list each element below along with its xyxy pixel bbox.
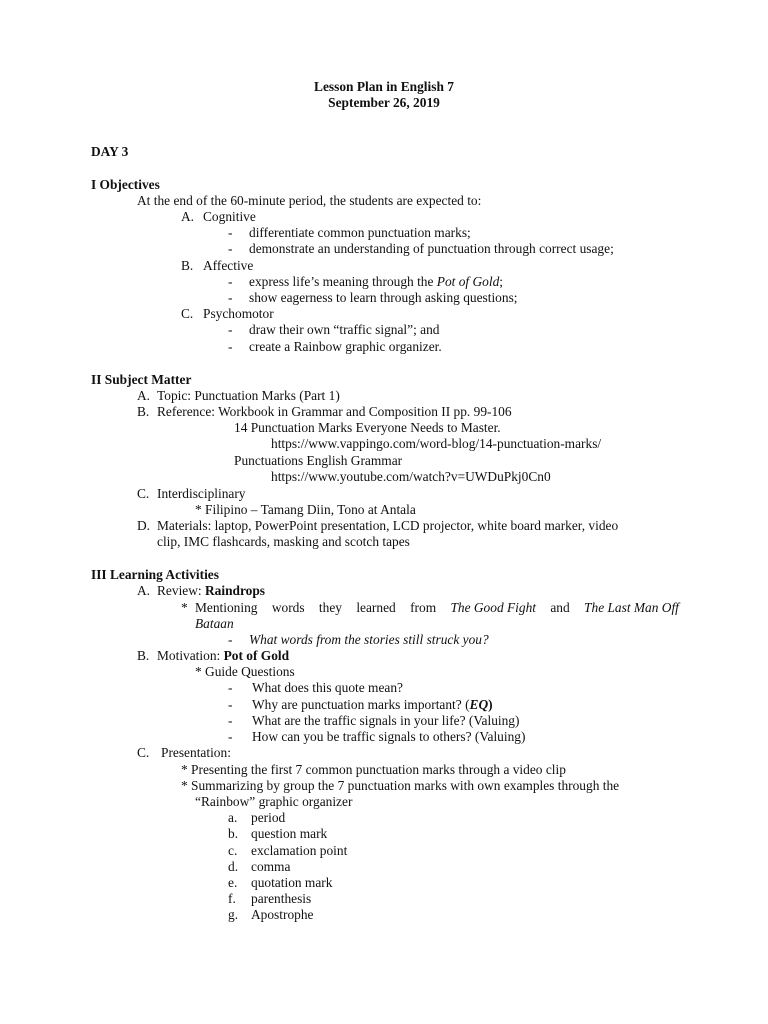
activity-a-marker: A.: [137, 583, 151, 598]
activity-c-marker: C.: [137, 745, 150, 760]
list-item: question mark: [251, 826, 328, 841]
objective-c-label: Psychomotor: [203, 306, 274, 321]
subject-materials-line-2: clip, IMC flashcards, masking and scotch tapes: [157, 534, 410, 549]
subject-topic: Topic: Punctuation Marks (Part 1): [157, 388, 340, 403]
presentation-item-2: * Summarizing by group the 7 punctuation marks with own examples through the: [181, 778, 620, 793]
subject-b-marker: B.: [137, 404, 150, 419]
activity-review-line-1: Mentioning words they learned from The Good Fight and The Last Man Off: [195, 600, 679, 615]
reference-1-title: 14 Punctuation Marks Everyone Needs to Master.: [234, 420, 501, 435]
subject-heading: II Subject Matter: [91, 372, 192, 387]
bullet-dash: -: [228, 274, 233, 289]
bullet-dash: -: [228, 322, 233, 337]
activity-review-question: What words from the stories still struck you?: [249, 632, 489, 647]
document-title: Lesson Plan in English 7: [314, 79, 454, 94]
subject-materials-line-1: Materials: laptop, PowerPoint presentation, LCD projector, white board marker, video: [157, 518, 619, 533]
subject-d-marker: D.: [137, 518, 151, 533]
reference-2-url[interactable]: https://www.youtube.com/watch?v=UWDuPkj0Cn0: [271, 469, 551, 484]
list-item: parenthesis: [251, 891, 312, 906]
activity-presentation: Presentation:: [161, 745, 231, 760]
objective-c-item-2: create a Rainbow graphic organizer.: [249, 339, 442, 354]
reference-1-url[interactable]: https://www.vappingo.com/word-blog/14-punctuation-marks/: [271, 436, 602, 451]
guide-question-4: How can you be traffic signals to others? (Valuing): [252, 729, 526, 744]
objective-c-marker: C.: [181, 306, 194, 321]
guide-question-1: What does this quote mean?: [252, 680, 403, 695]
subject-reference: Reference: Workbook in Grammar and Composition II pp. 99-106: [157, 404, 512, 419]
guide-question-2: Why are punctuation marks important? (EQ): [252, 697, 493, 712]
objective-a-label: Cognitive: [203, 209, 256, 224]
guide-question-3: What are the traffic signals in your life? (Valuing): [252, 713, 520, 728]
objectives-heading: I Objectives: [91, 177, 160, 192]
list-item-marker: e.: [228, 875, 238, 890]
bullet-dash: -: [228, 225, 233, 240]
objective-b-marker: B.: [181, 258, 194, 273]
list-item-marker: c.: [228, 843, 238, 858]
activities-heading: III Learning Activities: [91, 567, 219, 582]
list-item: Apostrophe: [251, 907, 314, 922]
bullet-dash: -: [228, 697, 233, 712]
guide-questions-label: * Guide Questions: [195, 664, 295, 679]
bullet-dash: -: [228, 680, 233, 695]
bullet-dash: -: [228, 339, 233, 354]
presentation-item-2-cont: “Rainbow” graphic organizer: [195, 794, 353, 809]
objective-b-item-1: express life’s meaning through the Pot of Gold;: [249, 274, 504, 289]
bullet-dash: -: [228, 632, 233, 647]
activity-b-marker: B.: [137, 648, 150, 663]
list-item: quotation mark: [251, 875, 333, 890]
bullet-dash: -: [228, 241, 233, 256]
objective-c-item-1: draw their own “traffic signal”; and: [249, 322, 440, 337]
bullet-dash: -: [228, 713, 233, 728]
activity-review: Review: Raindrops: [157, 583, 266, 598]
list-item: comma: [251, 859, 291, 874]
document-date: September 26, 2019: [328, 95, 440, 110]
objective-a-item-2: demonstrate an understanding of punctuation through correct usage;: [249, 241, 614, 256]
bullet-dash: -: [228, 729, 233, 744]
subject-interdisciplinary-item: * Filipino – Tamang Diin, Tono at Antala: [195, 502, 416, 517]
objective-b-label: Affective: [203, 258, 254, 273]
objectives-intro: At the end of the 60-minute period, the students are expected to:: [137, 193, 482, 208]
list-item-marker: f.: [228, 891, 236, 906]
list-item-marker: d.: [228, 859, 239, 874]
presentation-item-1: * Presenting the first 7 common punctuation marks through a video clip: [181, 762, 566, 777]
list-item: exclamation point: [251, 843, 348, 858]
bullet-star: *: [181, 600, 188, 615]
list-item: period: [251, 810, 286, 825]
bullet-dash: -: [228, 290, 233, 305]
activity-review-line-2: Bataan: [195, 616, 234, 631]
objective-a-marker: A.: [181, 209, 195, 224]
subject-a-marker: A.: [137, 388, 151, 403]
activity-motivation: Motivation: Pot of Gold: [157, 648, 290, 663]
objective-a-item-1: differentiate common punctuation marks;: [249, 225, 471, 240]
list-item-marker: b.: [228, 826, 239, 841]
subject-c-marker: C.: [137, 486, 150, 501]
day-label: DAY 3: [91, 144, 129, 159]
objective-b-item-2: show eagerness to learn through asking questions;: [249, 290, 518, 305]
list-item-marker: g.: [228, 907, 239, 922]
subject-interdisciplinary: Interdisciplinary: [157, 486, 246, 501]
reference-2-title: Punctuations English Grammar: [234, 453, 403, 468]
list-item-marker: a.: [228, 810, 238, 825]
